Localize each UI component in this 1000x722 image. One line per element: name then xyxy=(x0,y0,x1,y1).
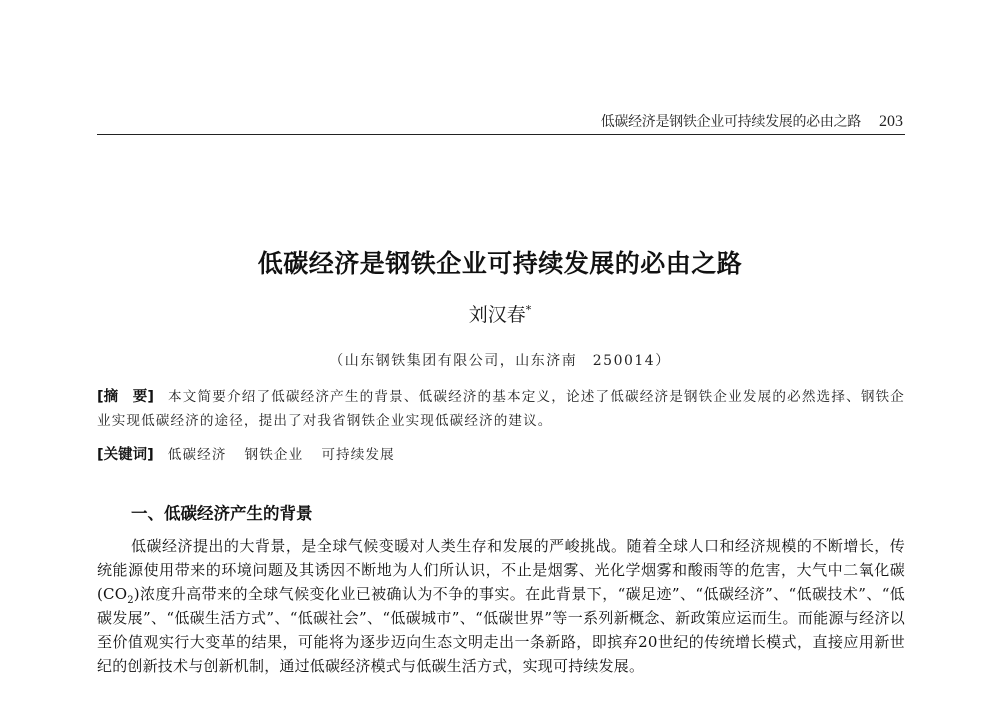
author-footnote-mark: * xyxy=(525,303,532,317)
paragraph-text: 低碳经济提出的大背景，是全球气候变暖对人类生存和发展的严峻挑战。随着全球人口和经济规模的不断增长，传统能源使用带来的环境问题及其诱因不断地为人们所认识，不止是烟雾、光化学烟雾和酸雨等的危害，大气中二氧化碳(CO xyxy=(97,537,905,603)
keyword: 可持续发展 xyxy=(321,447,395,463)
author-name: 刘汉春 xyxy=(468,304,526,326)
keyword: 钢铁企业 xyxy=(244,447,304,463)
affiliation: （山东钢铁集团有限公司，山东济南 250014） xyxy=(329,353,671,369)
article-title: 低碳经济是钢铁企业可持续发展的必由之路 xyxy=(257,249,743,278)
keywords xyxy=(97,443,905,467)
author-line xyxy=(0,300,1000,327)
abstract-label: [摘 要] xyxy=(97,389,154,405)
running-title: 低碳经济是钢铁企业可持续发展的必由之路 xyxy=(600,114,861,130)
body-paragraph xyxy=(97,534,905,678)
keywords-label: [关键词] xyxy=(97,447,154,463)
paragraph-text-continued: )浓度升高带来的全球气候变化业已被确认为不争的事实。在此背景下，“碳足迹”、“低碳经济”、“低碳技术”、“低碳发展”、“低碳生活方式”、“低碳社会”、“低碳城市”、“低碳世界”等一系列新概念、新政策应运而生。而能源与经济以至价值观实行大变革的结果，可能将为逐步迈向生态文明走出一条新路，即摈弃20世纪的传统增长模式，直接应用新世纪的创新技术与创新机制，通过低碳经济模式与低碳生活方式，实现可持续发展。 xyxy=(97,585,905,675)
header-rule xyxy=(97,134,905,135)
keyword: 低碳经济 xyxy=(167,447,227,463)
abstract-text: 本文简要介绍了低碳经济产生的背景、低碳经济的基本定义，论述了低碳经济是钢铁企业发展的必然选择、钢铁企业实现低碳经济的途径，提出了对我省钢铁企业实现低碳经济的建议。 xyxy=(97,389,905,429)
abstract xyxy=(97,385,905,433)
running-header xyxy=(97,111,903,131)
page-number: 203 xyxy=(879,113,903,130)
co2-subscript: 2 xyxy=(127,595,134,606)
section-heading: 一、低碳经济产生的背景 xyxy=(131,504,313,523)
